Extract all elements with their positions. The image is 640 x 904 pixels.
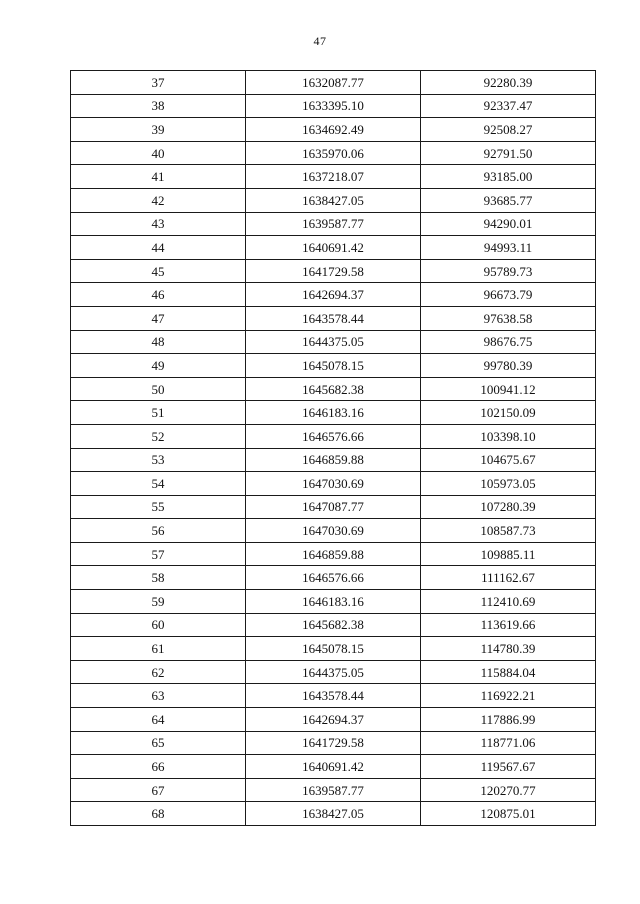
x-coordinate-cell: 1646183.16: [246, 590, 421, 614]
table-row: [71, 590, 596, 614]
x-coordinate-cell: 1647030.69: [246, 472, 421, 496]
point-number-cell: 53: [71, 448, 246, 472]
y-coordinate-cell: 95789.73: [421, 259, 596, 283]
table-row: [71, 306, 596, 330]
y-coordinate-cell: 115884.04: [421, 660, 596, 684]
y-coordinate-cell: 93685.77: [421, 188, 596, 212]
point-number-cell: 68: [71, 802, 246, 826]
y-coordinate-cell: 118771.06: [421, 731, 596, 755]
y-coordinate-cell: 108587.73: [421, 519, 596, 543]
table-row: [71, 802, 596, 826]
table-row: [71, 495, 596, 519]
x-coordinate-cell: 1641729.58: [246, 259, 421, 283]
point-number-cell: 45: [71, 259, 246, 283]
y-coordinate-cell: 120875.01: [421, 802, 596, 826]
x-coordinate-cell: 1645682.38: [246, 377, 421, 401]
y-coordinate-cell: 103398.10: [421, 424, 596, 448]
x-coordinate-cell: 1646576.66: [246, 566, 421, 590]
y-coordinate-cell: 94290.01: [421, 212, 596, 236]
y-coordinate-cell: 99780.39: [421, 354, 596, 378]
table-row: [71, 212, 596, 236]
table-row: [71, 377, 596, 401]
x-coordinate-cell: 1647087.77: [246, 495, 421, 519]
point-number-cell: 50: [71, 377, 246, 401]
table-row: [71, 637, 596, 661]
y-coordinate-cell: 93185.00: [421, 165, 596, 189]
table-row: [71, 141, 596, 165]
table-row: [71, 354, 596, 378]
y-coordinate-cell: 92508.27: [421, 118, 596, 142]
x-coordinate-cell: 1640691.42: [246, 236, 421, 260]
x-coordinate-cell: 1644375.05: [246, 660, 421, 684]
y-coordinate-cell: 92280.39: [421, 71, 596, 95]
point-number-cell: 61: [71, 637, 246, 661]
table-row: [71, 118, 596, 142]
point-number-cell: 40: [71, 141, 246, 165]
table-row: [71, 236, 596, 260]
y-coordinate-cell: 116922.21: [421, 684, 596, 708]
point-number-cell: 49: [71, 354, 246, 378]
point-number-cell: 62: [71, 660, 246, 684]
y-coordinate-cell: 96673.79: [421, 283, 596, 307]
table-row: [71, 401, 596, 425]
y-coordinate-cell: 105973.05: [421, 472, 596, 496]
point-number-cell: 63: [71, 684, 246, 708]
point-number-cell: 65: [71, 731, 246, 755]
point-number-cell: 38: [71, 94, 246, 118]
table-row: [71, 566, 596, 590]
point-number-cell: 52: [71, 424, 246, 448]
point-number-cell: 67: [71, 778, 246, 802]
x-coordinate-cell: 1643578.44: [246, 684, 421, 708]
point-number-cell: 37: [71, 71, 246, 95]
y-coordinate-cell: 92791.50: [421, 141, 596, 165]
y-coordinate-cell: 98676.75: [421, 330, 596, 354]
point-number-cell: 43: [71, 212, 246, 236]
y-coordinate-cell: 92337.47: [421, 94, 596, 118]
table-row: [71, 165, 596, 189]
table-row: [71, 448, 596, 472]
point-number-cell: 51: [71, 401, 246, 425]
point-number-cell: 47: [71, 306, 246, 330]
table-row: [71, 424, 596, 448]
x-coordinate-cell: 1643578.44: [246, 306, 421, 330]
x-coordinate-cell: 1635970.06: [246, 141, 421, 165]
y-coordinate-cell: 102150.09: [421, 401, 596, 425]
point-number-cell: 66: [71, 755, 246, 779]
coordinates-table-container: [70, 70, 595, 826]
y-coordinate-cell: 111162.67: [421, 566, 596, 590]
x-coordinate-cell: 1640691.42: [246, 755, 421, 779]
y-coordinate-cell: 112410.69: [421, 590, 596, 614]
x-coordinate-cell: 1638427.05: [246, 188, 421, 212]
y-coordinate-cell: 120270.77: [421, 778, 596, 802]
point-number-cell: 64: [71, 708, 246, 732]
x-coordinate-cell: 1632087.77: [246, 71, 421, 95]
x-coordinate-cell: 1646576.66: [246, 424, 421, 448]
x-coordinate-cell: 1634692.49: [246, 118, 421, 142]
x-coordinate-cell: 1639587.77: [246, 212, 421, 236]
point-number-cell: 56: [71, 519, 246, 543]
point-number-cell: 60: [71, 613, 246, 637]
y-coordinate-cell: 97638.58: [421, 306, 596, 330]
y-coordinate-cell: 117886.99: [421, 708, 596, 732]
x-coordinate-cell: 1639587.77: [246, 778, 421, 802]
x-coordinate-cell: 1642694.37: [246, 708, 421, 732]
table-row: [71, 283, 596, 307]
table-row: [71, 660, 596, 684]
table-row: [71, 708, 596, 732]
y-coordinate-cell: 94993.11: [421, 236, 596, 260]
x-coordinate-cell: 1645078.15: [246, 637, 421, 661]
point-number-cell: 39: [71, 118, 246, 142]
table-body: [71, 71, 596, 826]
point-number-cell: 58: [71, 566, 246, 590]
point-number-cell: 46: [71, 283, 246, 307]
table-row: [71, 188, 596, 212]
table-row: [71, 731, 596, 755]
page-number: 47: [313, 34, 327, 48]
y-coordinate-cell: 113619.66: [421, 613, 596, 637]
x-coordinate-cell: 1645078.15: [246, 354, 421, 378]
x-coordinate-cell: 1644375.05: [246, 330, 421, 354]
point-number-cell: 48: [71, 330, 246, 354]
table-row: [71, 472, 596, 496]
y-coordinate-cell: 100941.12: [421, 377, 596, 401]
point-number-cell: 44: [71, 236, 246, 260]
x-coordinate-cell: 1646859.88: [246, 448, 421, 472]
y-coordinate-cell: 119567.67: [421, 755, 596, 779]
y-coordinate-cell: 104675.67: [421, 448, 596, 472]
x-coordinate-cell: 1633395.10: [246, 94, 421, 118]
x-coordinate-cell: 1645682.38: [246, 613, 421, 637]
point-number-cell: 59: [71, 590, 246, 614]
x-coordinate-cell: 1646859.88: [246, 542, 421, 566]
table-row: [71, 71, 596, 95]
table-row: [71, 259, 596, 283]
coordinates-table: [70, 70, 596, 826]
x-coordinate-cell: 1642694.37: [246, 283, 421, 307]
table-row: [71, 755, 596, 779]
y-coordinate-cell: 107280.39: [421, 495, 596, 519]
y-coordinate-cell: 109885.11: [421, 542, 596, 566]
table-row: [71, 330, 596, 354]
x-coordinate-cell: 1646183.16: [246, 401, 421, 425]
y-coordinate-cell: 114780.39: [421, 637, 596, 661]
table-row: [71, 613, 596, 637]
table-row: [71, 778, 596, 802]
x-coordinate-cell: 1638427.05: [246, 802, 421, 826]
point-number-cell: 54: [71, 472, 246, 496]
table-row: [71, 519, 596, 543]
point-number-cell: 42: [71, 188, 246, 212]
x-coordinate-cell: 1641729.58: [246, 731, 421, 755]
x-coordinate-cell: 1637218.07: [246, 165, 421, 189]
table-row: [71, 684, 596, 708]
table-row: [71, 94, 596, 118]
point-number-cell: 55: [71, 495, 246, 519]
point-number-cell: 41: [71, 165, 246, 189]
point-number-cell: 57: [71, 542, 246, 566]
table-row: [71, 542, 596, 566]
x-coordinate-cell: 1647030.69: [246, 519, 421, 543]
